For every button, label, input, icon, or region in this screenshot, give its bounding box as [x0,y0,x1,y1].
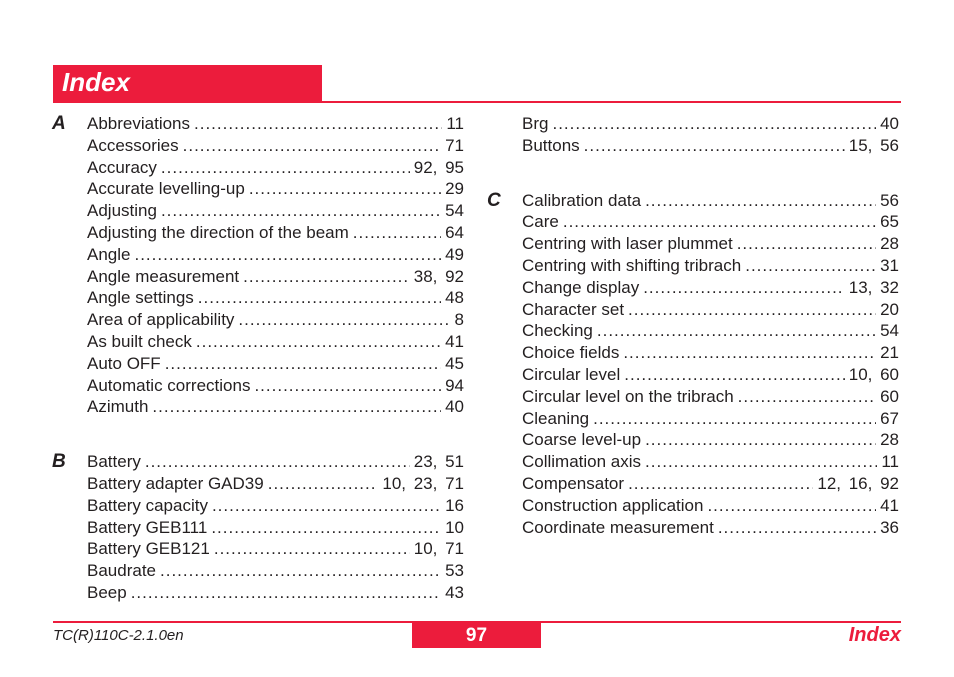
index-pages: 12, 16, 92 [817,473,899,493]
index-pages: 28 [880,234,899,254]
index-section-continued [487,114,899,158]
dot-leader [707,496,876,516]
index-entry [522,474,899,496]
title-bar [53,65,322,101]
index-term: Angle [87,244,131,264]
index-entry [522,256,899,278]
index-term: Beep [87,582,127,602]
index-pages: 41 [445,331,464,351]
dot-leader [624,365,844,385]
index-entry [522,430,899,452]
index-entry [522,212,899,234]
index-term: Circular level on the tribrach [522,386,734,406]
index-pages: 49 [445,244,464,264]
index-term: Baudrate [87,561,156,581]
index-entry [87,496,464,518]
index-entry [522,278,899,300]
dot-leader [194,114,442,134]
index-term: Brg [522,114,549,133]
dot-leader [196,332,441,352]
dot-leader [593,409,876,429]
index-term: Choice fields [522,343,620,363]
document-code: TC(R)110C-2.1.0en [53,627,184,644]
index-term: Cleaning [522,408,590,428]
index-entry [87,179,464,201]
index-entry [87,288,464,310]
index-entry [87,223,464,245]
index-term: Battery capacity [87,495,208,515]
index-entry [87,332,464,354]
index-pages: 64 [445,222,464,242]
index-term: Angle settings [87,288,194,308]
dot-leader [211,518,441,538]
index-entry [522,136,899,158]
index-term: Abbreviations [87,114,191,133]
dot-leader [563,212,876,232]
index-pages: 28 [880,430,899,450]
index-pages: 41 [880,495,899,515]
index-term: Compensator [522,473,625,493]
index-term: Construction application [522,495,704,515]
dot-leader [584,136,845,156]
index-pages: 56 [880,190,899,210]
index-term: Change display [522,277,640,297]
index-pages: 54 [445,201,464,221]
dot-leader [623,343,876,363]
dot-leader [212,496,441,516]
index-pages: 31 [880,255,899,275]
index-pages: 16 [445,495,464,515]
dot-leader [183,136,441,156]
dot-leader [737,234,876,254]
dot-leader [161,158,410,178]
dot-leader [268,474,379,494]
index-column-right [487,114,899,539]
index-entry [522,321,899,343]
dot-leader [198,288,441,308]
index-entry [87,267,464,289]
index-entry [522,114,899,136]
section-letter: B [52,451,66,473]
index-term: Circular level [522,364,621,384]
index-entry [87,310,464,332]
index-pages: 40 [880,114,899,133]
index-term: Angle measurement [87,266,240,286]
index-entry [87,376,464,398]
index-pages: 38, 92 [413,266,464,286]
index-entry [87,452,464,474]
index-term: Automatic corrections [87,375,251,395]
index-term: Battery [87,452,141,472]
index-pages: 45 [445,353,464,373]
index-entry [522,365,899,387]
dot-leader [645,430,876,450]
index-pages: 10, 71 [413,539,464,559]
index-section [52,114,464,419]
index-term: Battery GEB121 [87,539,210,559]
index-pages: 43 [445,582,464,602]
index-term: Checking [522,321,593,341]
index-entry [522,387,899,409]
index-entry [522,409,899,431]
index-pages: 53 [445,561,464,581]
dot-leader [238,310,450,330]
dot-leader [165,354,441,374]
index-pages: 10, 23, 71 [382,473,464,493]
index-entry [87,245,464,267]
dot-leader [152,397,441,417]
index-entry [522,452,899,474]
index-pages: 8 [454,310,464,330]
index-entry [87,518,464,540]
dot-leader [249,179,441,199]
index-term: Centring with laser plummet [522,234,733,254]
index-pages: 11 [881,452,899,472]
dot-leader [628,474,813,494]
index-entry [87,136,464,158]
index-entry [87,583,464,605]
section-letter: C [487,189,501,211]
index-pages: 48 [445,288,464,308]
index-term: Character set [522,299,625,319]
dot-leader [161,201,441,221]
section-spacer [52,419,464,452]
index-section [52,452,464,605]
dot-leader [597,321,876,341]
index-term: Calibration data [522,190,642,210]
index-term: Coordinate measurement [522,517,714,537]
index-entry [87,539,464,561]
index-pages: 15, 56 [848,135,899,155]
index-section [487,191,899,540]
index-entry [522,234,899,256]
title-rule [53,101,901,103]
index-term: Battery adapter GAD39 [87,473,264,493]
index-entry [522,300,899,322]
index-pages: 13, 32 [848,277,899,297]
index-term: Adjusting [87,201,157,221]
index-pages: 10, 60 [848,364,899,384]
index-entry [87,201,464,223]
index-term: Accurate levelling-up [87,179,245,199]
page-title: Index [62,67,130,97]
index-term: Care [522,212,559,232]
dot-leader [134,245,441,265]
index-entry [87,474,464,496]
index-pages: 67 [880,408,899,428]
footer-section-title: Index [848,624,901,646]
section-letter: A [52,113,66,134]
index-term: Collimation axis [522,452,642,472]
index-pages: 21 [880,343,899,363]
dot-leader [745,256,876,276]
dot-leader [254,376,441,396]
index-entry [87,354,464,376]
index-pages: 36 [880,517,899,537]
index-pages: 54 [880,321,899,341]
dot-leader [243,267,410,287]
dot-leader [145,452,410,472]
index-column-left [52,114,464,605]
dot-leader [214,539,410,559]
index-term: Battery GEB111 [87,517,208,537]
index-pages: 10 [445,517,464,537]
index-entry [522,518,899,540]
index-pages: 71 [445,135,464,155]
index-term: Azimuth [87,397,149,417]
index-pages: 11 [446,114,464,133]
dot-leader [160,561,441,581]
dot-leader [552,114,876,134]
dot-leader [645,452,877,472]
dot-leader [738,387,876,407]
index-entry [522,343,899,365]
index-pages: 40 [445,397,464,417]
index-entry [87,561,464,583]
index-term: Accessories [87,135,179,155]
dot-leader [643,278,845,298]
index-term: Area of applicability [87,310,235,330]
index-term: As built check [87,331,192,351]
index-term: Accuracy [87,157,157,177]
dot-leader [645,191,876,211]
index-term: Adjusting the direction of the beam [87,222,349,242]
index-term: Buttons [522,135,580,155]
index-term: Centring with shifting tribrach [522,255,742,275]
index-pages: 29 [445,179,464,199]
dot-leader [628,300,876,320]
index-pages: 65 [880,212,899,232]
section-spacer [487,158,899,191]
dot-leader [718,518,876,538]
index-pages: 20 [880,299,899,319]
index-pages: 94 [445,375,464,395]
page-number: 97 [412,623,541,648]
index-term: Auto OFF [87,353,161,373]
dot-leader [353,223,441,243]
index-term: Coarse level-up [522,430,642,450]
index-pages: 23, 51 [413,452,464,472]
index-entry [87,158,464,180]
index-pages: 60 [880,386,899,406]
index-pages: 92, 95 [413,157,464,177]
index-entry [87,114,464,136]
index-entry [522,191,899,213]
index-entry [87,397,464,419]
index-entry [522,496,899,518]
dot-leader [131,583,441,603]
